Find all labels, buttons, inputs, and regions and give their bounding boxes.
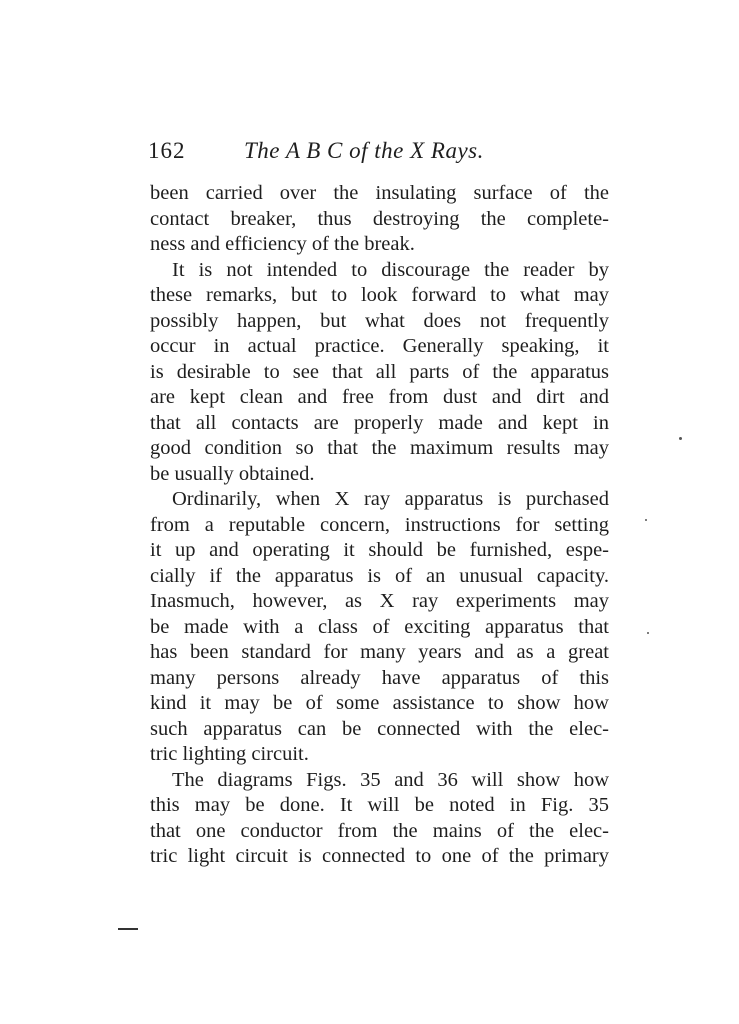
text-line: tric light circuit is connected to one of the primary [150, 845, 609, 867]
text-line: be made with a class of exciting apparatus that [150, 615, 609, 638]
text-line: many persons already have apparatus of this [150, 666, 609, 689]
text-line: be usually obtained. [150, 462, 315, 485]
margin-mark [118, 928, 138, 930]
text-line: are kept clean and free from dust and dirt and [150, 386, 609, 408]
text-line: that one conductor from the mains of the elec- [150, 819, 609, 842]
text-line: kind it may be of some assistance to show how [150, 692, 609, 714]
text-line: cially if the apparatus is of an unusual capacity. [150, 564, 609, 587]
text-line: such apparatus can be connected with the elec- [150, 717, 609, 740]
text-line: The diagrams Figs. 35 and 36 will show how [172, 768, 609, 791]
text-line: Ordinarily, when X ray apparatus is purchased [172, 488, 609, 510]
text-line: ness and efficiency of the break. [150, 233, 415, 255]
book-title: The A B C of the X Rays. [244, 138, 484, 163]
text-line: from a reputable concern, instructions for setting [150, 513, 609, 536]
text-line: these remarks, but to look forward to what may [150, 284, 609, 306]
page-speck [679, 437, 682, 440]
text-line: it up and operating it should be furnished, espe- [150, 539, 609, 561]
page-number: 162 [148, 138, 186, 163]
text-line: has been standard for many years and as a great [150, 641, 609, 663]
text-line: contact breaker, thus destroying the complete- [150, 207, 609, 230]
text-line: Inasmuch, however, as X ray experiments may [150, 590, 609, 612]
text-line: possibly happen, but what does not frequently [150, 309, 609, 332]
text-line: been carried over the insulating surface of the [150, 182, 609, 204]
text-line: that all contacts are properly made and kept in [150, 411, 609, 434]
page-speck [647, 632, 649, 634]
page-speck [645, 519, 647, 521]
text-line: occur in actual practice. Generally speaking, it [150, 335, 609, 357]
text-line: this may be done. It will be noted in Fig. 35 [150, 794, 609, 816]
text-line: is desirable to see that all parts of the apparatus [150, 360, 609, 383]
text-line: It is not intended to discourage the reader by [172, 258, 609, 281]
running-head [148, 134, 608, 168]
text-line: tric lighting circuit. [150, 743, 309, 765]
body-text [150, 181, 609, 870]
text-line: good condition so that the maximum results may [150, 437, 609, 459]
